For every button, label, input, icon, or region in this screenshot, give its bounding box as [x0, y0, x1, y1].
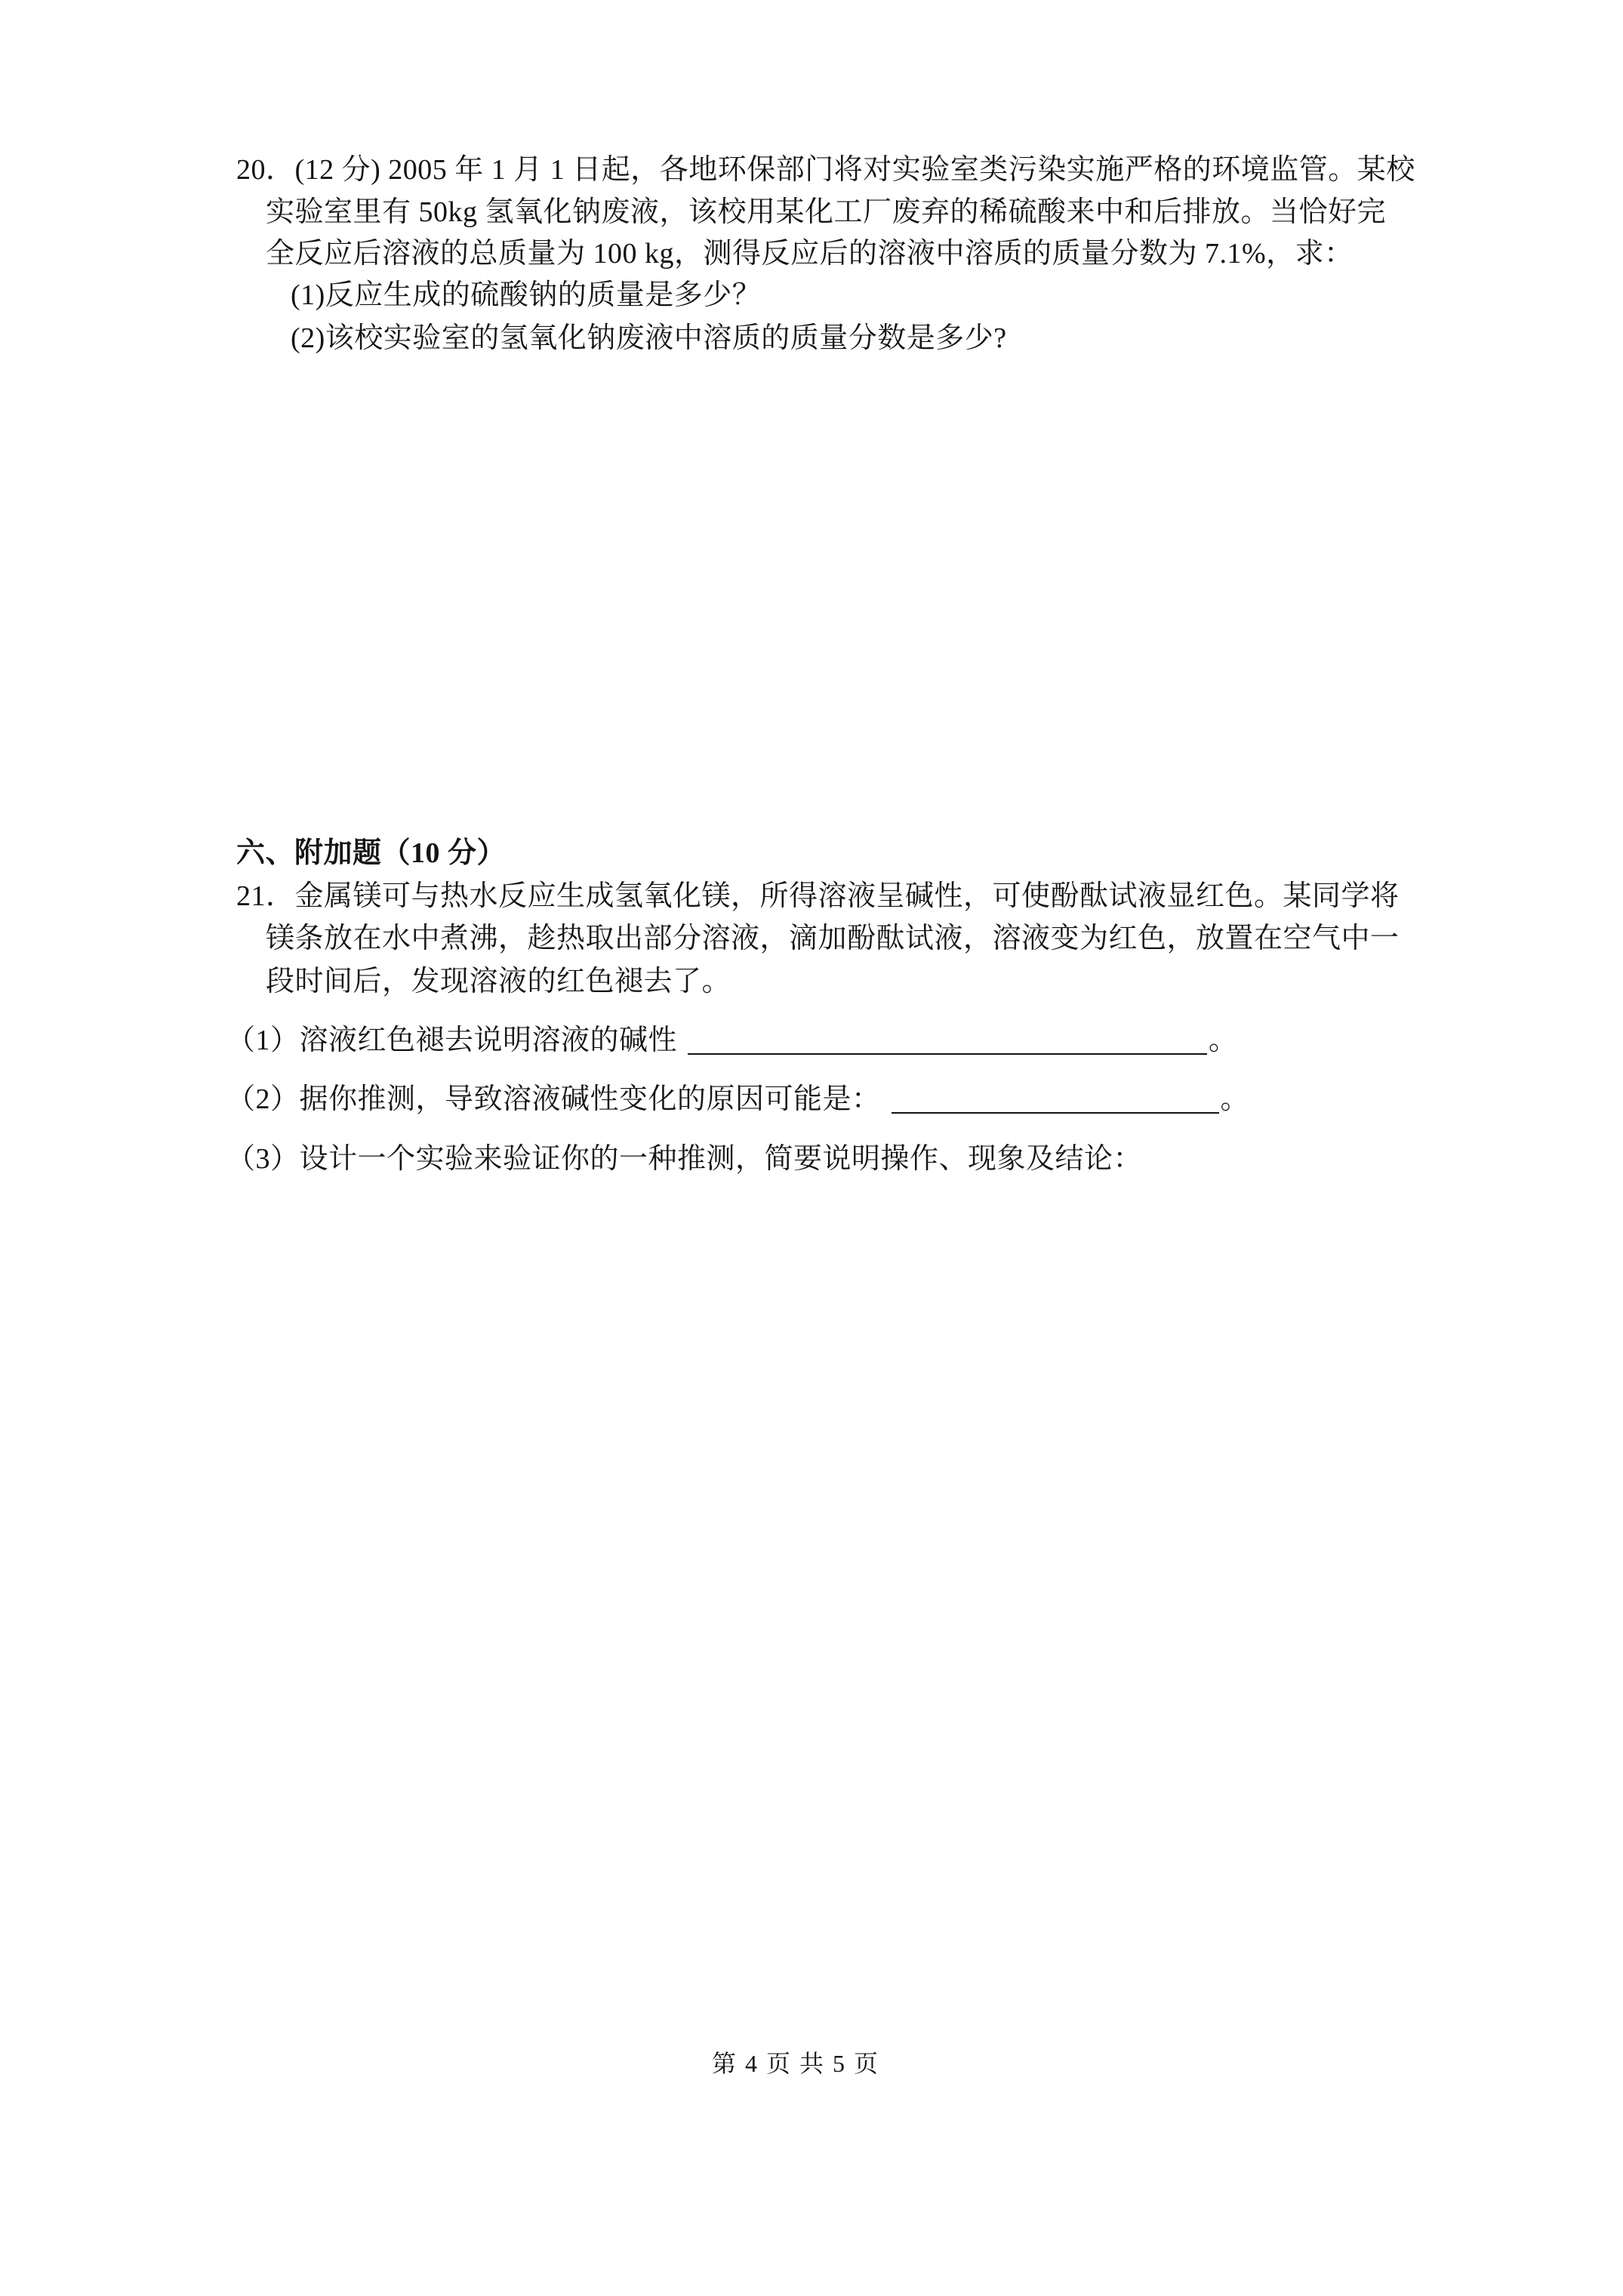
- question-21-part-1-text: （1）溶液红色褪去说明溶液的碱性: [226, 1025, 678, 1056]
- question-20-sub-2: (2)该校实验室的氢氧化钠废液中溶质的质量分数是多少?: [291, 322, 1007, 354]
- question-20-line-3: 全反应后溶液的总质量为 100 kg，测得反应后的溶液中溶质的质量分数为 7.1%，求：: [266, 238, 1354, 270]
- question-21-line-2: 镁条放在水中煮沸，趁热取出部分溶液，滴加酚酞试液，溶液变为红色，放置在空气中一: [266, 923, 1400, 954]
- question-21-part-3-text: （3）设计一个实验来验证你的一种推测，简要说明操作、现象及结论：: [226, 1143, 1143, 1175]
- section-6-heading: 六、附加题（10 分）: [236, 837, 507, 869]
- answer-blank-1: [688, 1028, 1207, 1055]
- question-21-line-1: 21．金属镁可与热水反应生成氢氧化镁，所得溶液呈碱性，可使酚酞试液显红色。某同学将: [236, 880, 1400, 912]
- answer-blank-2: [892, 1086, 1219, 1114]
- question-21-part-1: [226, 1026, 1238, 1055]
- question-21-line-3: 段时间后，发现溶液的红色褪去了。: [266, 966, 731, 997]
- question-21-part-2: [226, 1085, 1249, 1114]
- question-21-part-2-end: 。: [1220, 1083, 1250, 1115]
- question-20-sub-1: (1)反应生成的硫酸钠的质量是多少？: [291, 279, 762, 311]
- question-21-part-2-text: （2）据你推测，导致溶液碱性变化的原因可能是：: [226, 1083, 881, 1115]
- question-20-line-2: 实验室里有 50kg 氢氧化钠废液，该校用某化工厂废弃的稀硫酸来中和后排放。当恰好完: [266, 196, 1387, 228]
- page-footer: 第 4 页 共 5 页: [711, 2050, 879, 2077]
- question-21-part-3: [226, 1145, 1142, 1173]
- question-21-part-1-end: 。: [1209, 1025, 1238, 1056]
- question-20-line-1: 20．(12 分) 2005 年 1 月 1 日起，各地环保部门将对实验室类污染实施严格的环境监管。某校: [236, 154, 1415, 186]
